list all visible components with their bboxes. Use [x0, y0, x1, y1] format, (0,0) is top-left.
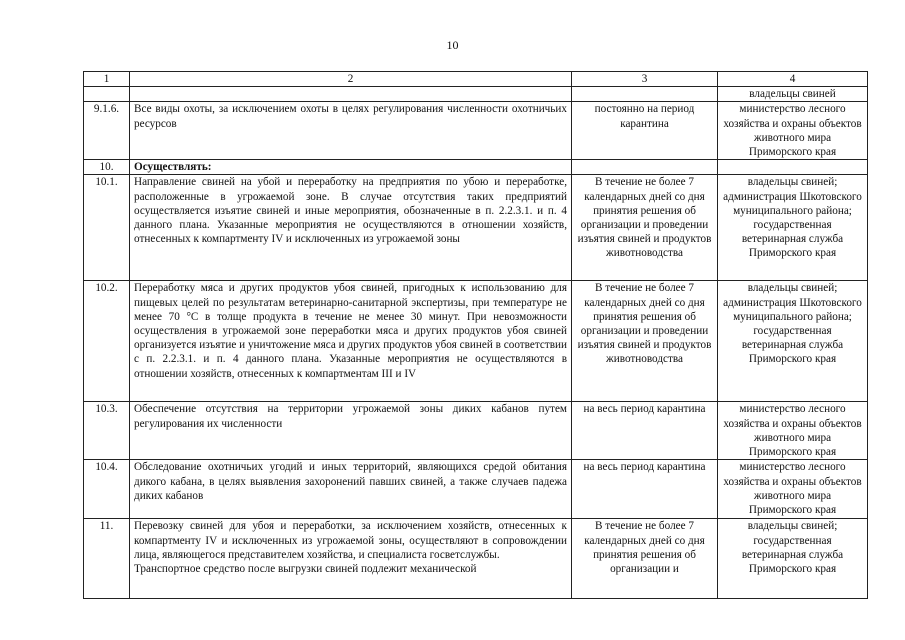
row-responsible: министерство лесного хозяйства и охраны объектов животного мира Приморского края — [718, 102, 868, 160]
section-row — [84, 160, 868, 175]
continuation-row — [84, 87, 868, 102]
row-number: 10. — [84, 160, 130, 175]
table-row — [84, 519, 868, 599]
row-term: В течение не более 7 календарных дней со дня принятия решения об организации и проведении изъятия свиней и продуктов животноводства — [572, 175, 718, 281]
row-term — [572, 160, 718, 175]
row-term: на весь период карантина — [572, 402, 718, 460]
row-number: 11. — [84, 519, 130, 599]
header-cell-2: 2 — [130, 72, 572, 87]
row-term: В течение не более 7 календарных дней со дня принятия решения об организации и — [572, 519, 718, 599]
table-row — [84, 460, 868, 519]
row-term: на весь период карантина — [572, 460, 718, 519]
table-row — [84, 281, 868, 402]
row-description — [130, 519, 572, 599]
row-description: Обследование охотничьих угодий и иных территорий, являющихся средой обитания дикого кабана, в целях выявления захоронений павших свиней, а также случаев падежа диких кабанов — [130, 460, 572, 519]
row-number: 10.1. — [84, 175, 130, 281]
row-responsible: владельцы свиней; администрация Шкотовского муниципального района; государственная ветеринарная служба Приморского края — [718, 175, 868, 281]
row-responsible: министерство лесного хозяйства и охраны объектов животного мира Приморского края — [718, 460, 868, 519]
row-responsible — [718, 160, 868, 175]
page-number: 10 — [446, 38, 459, 52]
row-number: 9.1.6. — [84, 102, 130, 160]
header-cell-1: 1 — [84, 72, 130, 87]
table-row — [84, 402, 868, 460]
row-description-part1: Перевозку свиней для убоя и переработки, за исключением хозяйств, отнесенных к компартменту IV и исключенных из угрожаемой зоны, осуществляют в сопровождении лица, являющегося представителем хозяйства, и специалиста госветслужбы. — [134, 520, 567, 561]
row-term: В течение не более 7 календарных дней со дня принятия решения об организации и проведении изъятия свиней и продуктов животноводства — [572, 281, 718, 402]
continuation-responsible: владельцы свиней — [718, 87, 868, 102]
row-number: 10.4. — [84, 460, 130, 519]
row-number: 10.3. — [84, 402, 130, 460]
table-header-row — [84, 72, 868, 87]
table-row — [84, 102, 868, 160]
row-description: Все виды охоты, за исключением охоты в целях регулирования численности охотничьих ресурсов — [130, 102, 572, 160]
row-description: Обеспечение отсутствия на территории угрожаемой зоны диких кабанов путем регулирования их численности — [130, 402, 572, 460]
table-row — [84, 175, 868, 281]
section-title: Осуществлять: — [130, 160, 572, 175]
row-description-part2: Транспортное средство после выгрузки свиней подлежит механической — [134, 563, 477, 576]
row-description: Переработку мяса и других продуктов убоя свиней, пригодных к использованию для пищевых целей по результатам ветеринарно-санитарной экспертизы, при температуре не менее 70 °С в толще продукта в течение не менее 30 минут. При невозможности осуществления в угрожаемой зоне переработки мяса и других продуктов убоя свиней организуется изъятие и уничтожение мяса и других продуктов убоя свиней в соответствии с п. 2.2.3.1. и п. 4 данного плана. Указанные мероприятия не осуществляются в отношении хозяйств, отнесенных к компартментам III и IV — [130, 281, 572, 402]
header-cell-4: 4 — [718, 72, 868, 87]
plan-table — [83, 71, 868, 599]
row-term: постоянно на период карантина — [572, 102, 718, 160]
row-description: Направление свиней на убой и переработку на предприятия по убою и переработке, расположенные в угрожаемой зоне. В случае отсутствия таких предприятий осуществляется изъятие свиней и иные мероприятия, обозначенные в п. 2.2.3.1. и п. 4 данного плана. Указанные мероприятия не осуществляются в отношении хозяйств, отнесенных к компартменту IV и исключенных из угрожаемой зоны — [130, 175, 572, 281]
header-cell-3: 3 — [572, 72, 718, 87]
row-responsible: министерство лесного хозяйства и охраны объектов животного мира Приморского края — [718, 402, 868, 460]
row-responsible: владельцы свиней; государственная ветеринарная служба Приморского края — [718, 519, 868, 599]
row-number: 10.2. — [84, 281, 130, 402]
row-responsible: владельцы свиней; администрация Шкотовского муниципального района; государственная ветеринарная служба Приморского края — [718, 281, 868, 402]
